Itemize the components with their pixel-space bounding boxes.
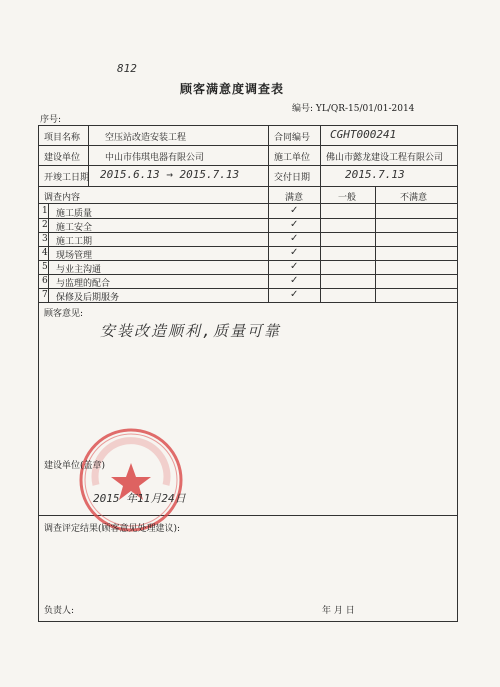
survey-content-header: 调查内容 [44, 193, 81, 203]
page-title: 顾客满意度调查表 [180, 82, 285, 96]
evaluation-label: 调查评定结果(顾客意见处理建议): [44, 524, 181, 534]
builder-value: 中山市伟琪电器有限公司 [105, 153, 205, 163]
row-line [38, 246, 457, 247]
col-line [320, 186, 321, 302]
contractor-value: 佛山市懿龙建设工程有限公司 [326, 153, 444, 163]
row-line [38, 165, 457, 166]
opinion-label: 顾客意见: [44, 309, 84, 319]
col-line [375, 186, 376, 302]
responsible-label: 负责人: [44, 606, 75, 616]
check-mark-icon: ✓ [290, 219, 299, 230]
contractor-label: 施工单位 [274, 153, 311, 163]
col-line [48, 203, 49, 302]
check-mark-icon: ✓ [290, 261, 299, 272]
survey-item-label: 施工质量 [56, 209, 93, 219]
page-note: 812 [117, 62, 137, 75]
survey-item-label: 施工安全 [56, 223, 93, 233]
handover-value: 2015.7.13 [345, 168, 405, 181]
survey-item-no: 4 [42, 248, 48, 258]
table-top-line [38, 125, 457, 126]
col-line [268, 125, 269, 186]
row-line [38, 145, 457, 146]
start-end-value: 2015.6.13 → 2015.7.13 [100, 168, 240, 181]
survey-item-no: 7 [42, 290, 48, 300]
table-right-line [457, 125, 458, 621]
survey-item-no: 6 [42, 276, 48, 286]
project-name-label: 项目名称 [44, 133, 81, 143]
date-blank: 年 月 日 [322, 606, 355, 616]
check-mark-icon: ✓ [290, 289, 299, 300]
row-line [38, 203, 457, 204]
doc-number: 编号: YL/QR-15/01/01-2014 [292, 104, 415, 114]
start-end-label: 开竣工日期 [44, 173, 90, 183]
survey-item-no: 1 [42, 206, 48, 216]
row-line [38, 260, 457, 261]
survey-item-no: 3 [42, 234, 48, 244]
row-line [38, 232, 457, 233]
survey-item-label: 与监理的配合 [56, 279, 111, 289]
sign-date: 2015 年11月24日 [93, 492, 186, 505]
contract-no-label: 合同编号 [274, 133, 311, 143]
col-line [320, 125, 321, 186]
normal-header: 一般 [338, 193, 357, 203]
check-mark-icon: ✓ [290, 275, 299, 286]
builder-label: 建设单位 [44, 153, 81, 163]
survey-item-label: 施工工期 [56, 237, 93, 247]
table-left-line [38, 125, 39, 621]
survey-item-label: 与业主沟通 [56, 265, 102, 275]
survey-item-label: 现场管理 [56, 251, 93, 261]
survey-item-no: 5 [42, 262, 48, 272]
check-mark-icon: ✓ [290, 233, 299, 244]
col-line [268, 186, 269, 302]
satisfied-header: 满意 [285, 193, 304, 203]
check-mark-icon: ✓ [290, 247, 299, 258]
project-name-value: 空压站改造安装工程 [105, 133, 187, 143]
table-bottom-line [38, 621, 458, 622]
builder-sign-label: 建设单位(盖章) [44, 461, 106, 471]
check-mark-icon: ✓ [290, 205, 299, 216]
handover-label: 交付日期 [274, 173, 311, 183]
opinion-text: 安装改造顺利,质量可靠 [100, 322, 282, 340]
contract-no-value: CGHT000241 [330, 128, 397, 141]
row-line [38, 218, 457, 219]
survey-item-label: 保修及后期服务 [56, 293, 120, 303]
unsatisfied-header: 不满意 [400, 193, 428, 203]
survey-item-no: 2 [42, 220, 48, 230]
company-seal [76, 425, 186, 535]
row-line [38, 186, 457, 187]
serial-label: 序号: [40, 115, 62, 125]
